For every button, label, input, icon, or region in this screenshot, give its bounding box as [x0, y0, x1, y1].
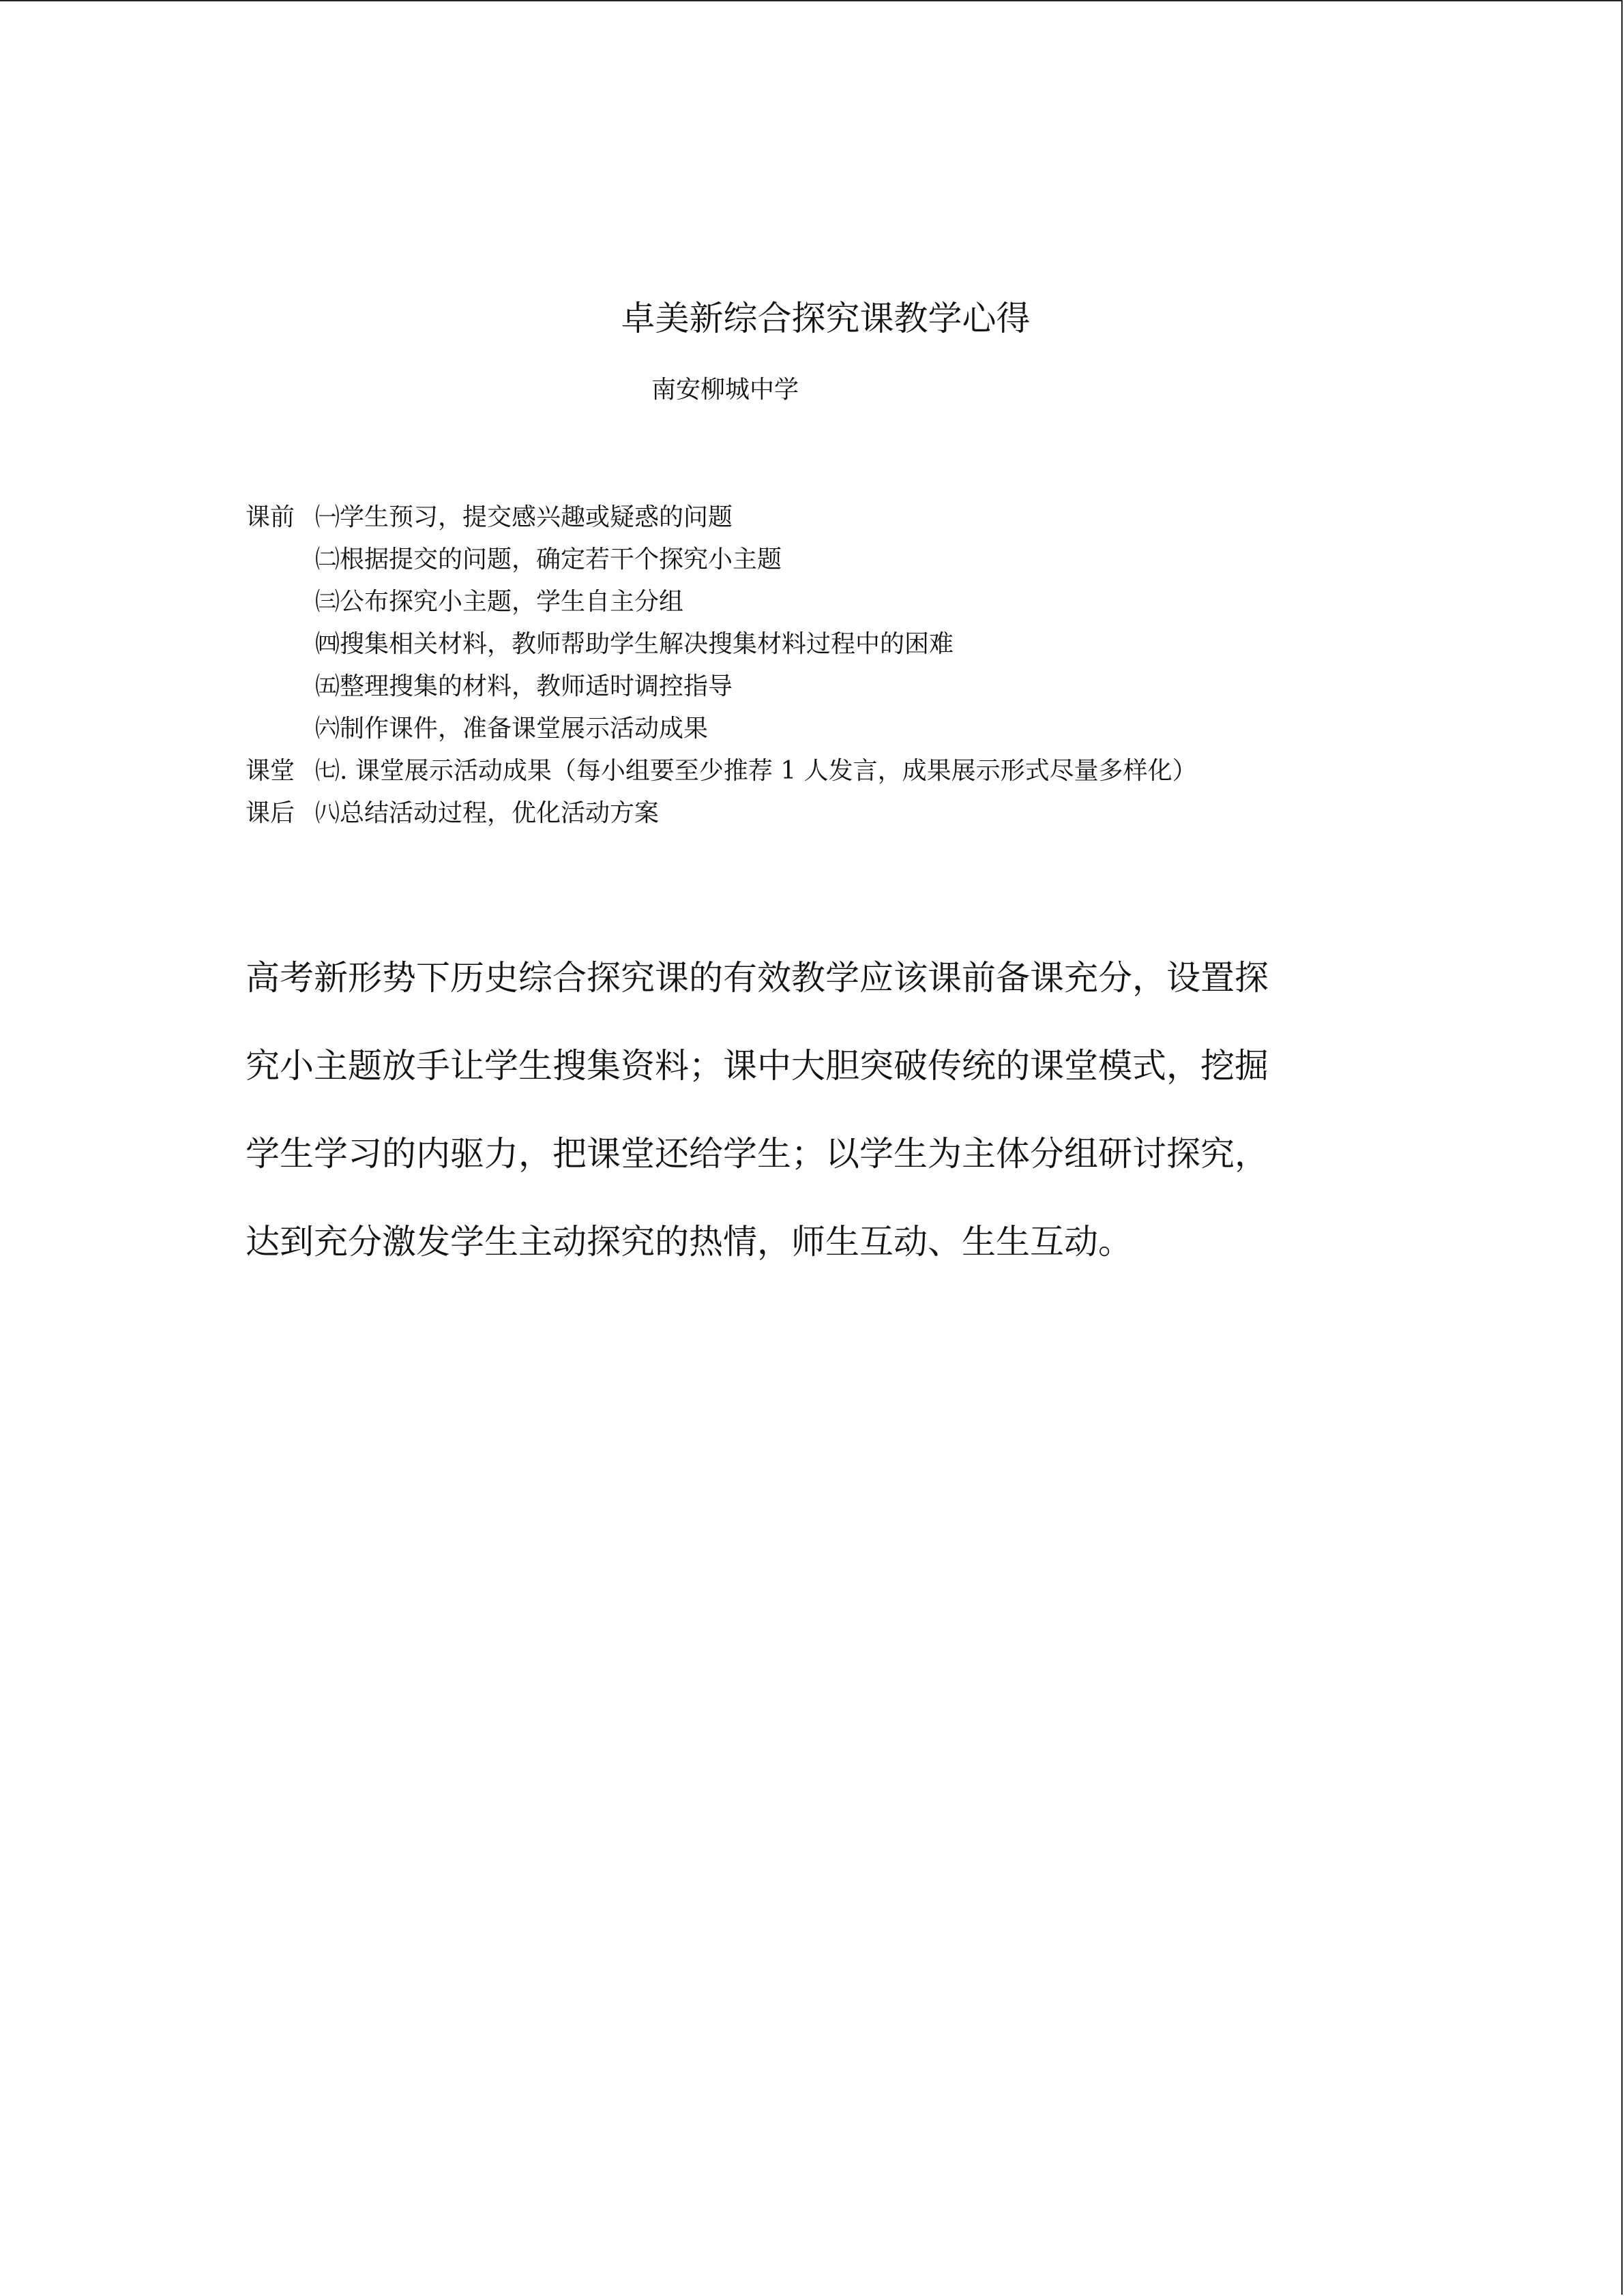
- document-title: 卓美新综合探究课教学心得: [621, 299, 1031, 338]
- plan-step: ㈢公布探究小主题，学生自主分组: [315, 588, 684, 616]
- summary-paragraph: [246, 934, 1364, 1286]
- plan-row: [246, 792, 1405, 835]
- plan-step: ㈡根据提交的问题，确定若干个探究小主题: [315, 546, 782, 573]
- plan-row: [246, 750, 1405, 792]
- phase-label: 课后: [246, 799, 295, 827]
- plan-step: ㈣搜集相关材料，教师帮助学生解决搜集材料过程中的困难: [315, 630, 954, 658]
- plan-step: ㈧总结活动过程，优化活动方案: [315, 799, 660, 827]
- plan-step: ㈠学生预习，提交感兴趣或疑惑的问题: [315, 503, 733, 531]
- plan-step: ㈥制作课件，准备课堂展示活动成果: [315, 715, 709, 743]
- phase-label: 课堂: [246, 757, 295, 785]
- summary-line: 究小主题放手让学生搜集资料；课中大胆突破传统的课堂模式，挖掘: [246, 1046, 1269, 1086]
- plan-row: [246, 708, 1405, 750]
- school-name: 南安柳城中学: [651, 376, 799, 404]
- plan-row: [246, 666, 1405, 708]
- plan-step: ㈤整理搜集的材料，教师适时调控指导: [315, 672, 733, 700]
- teaching-plan: [246, 496, 1405, 835]
- plan-row: [246, 623, 1405, 666]
- plan-step: ㈦. 课堂展示活动成果（每小组要至少推荐 1 人发言，成果展示形式尽量多样化）: [315, 757, 1197, 785]
- plan-row: [246, 581, 1405, 623]
- phase-label: 课前: [246, 503, 295, 531]
- plan-row: [246, 539, 1405, 581]
- summary-line: 高考新形势下历史综合探究课的有效教学应该课前备课充分，设置探: [246, 958, 1269, 998]
- summary-line: 达到充分激发学生主动探究的热情，师生互动、生生互动。: [246, 1222, 1132, 1262]
- plan-row: [246, 496, 1405, 539]
- summary-line: 学生学习的内驱力，把课堂还给学生；以学生为主体分组研讨探究，: [246, 1134, 1269, 1174]
